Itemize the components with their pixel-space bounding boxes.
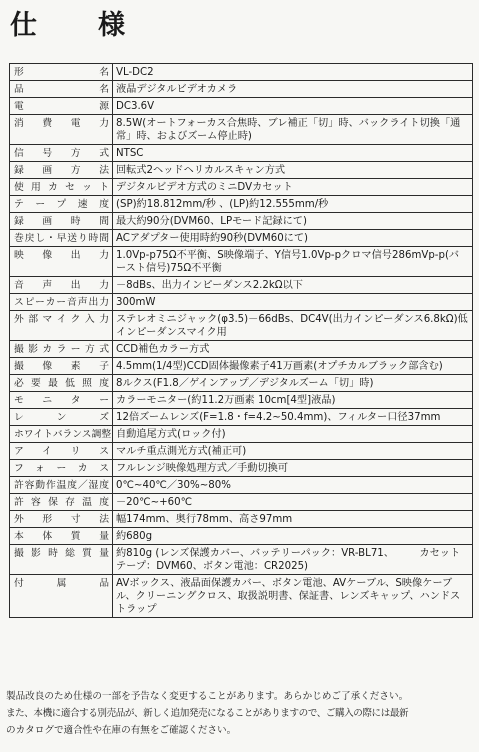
spec-label: 使用カセット	[10, 179, 113, 196]
spec-label: レンズ	[10, 409, 113, 426]
spec-label: フォーカス	[10, 460, 113, 477]
spec-row	[10, 528, 473, 545]
spec-row	[10, 162, 473, 179]
spec-label: 電源	[10, 98, 113, 115]
spec-label: 撮像素子	[10, 358, 113, 375]
spec-row	[10, 196, 473, 213]
spec-value: デジタルビデオ方式のミニDVカセット	[113, 179, 473, 196]
spec-row	[10, 230, 473, 247]
spec-row	[10, 443, 473, 460]
spec-label: 信号方式	[10, 145, 113, 162]
spec-value: ステレオミニジャック(φ3.5)－66dBs、DC4V(出力インピーダンス6.8kΩ)低インピーダンスマイク用	[113, 311, 473, 341]
spec-row	[10, 64, 473, 81]
spec-value: 300mW	[113, 294, 473, 311]
spec-value: 8.5W(オートフォーカス合焦時、ブレ補正「切」時、バックライト切換「通常」時、およびズーム停止時)	[113, 115, 473, 145]
spec-row	[10, 392, 473, 409]
spec-row	[10, 213, 473, 230]
spec-row	[10, 575, 473, 618]
footnote-line-1: 製品改良のため仕様の一部を予告なく変更することがあります。あらかじめご了承ください。	[6, 691, 409, 702]
spec-row	[10, 145, 473, 162]
spec-row	[10, 341, 473, 358]
spec-value: 0℃~40℃／30%~80%	[113, 477, 473, 494]
spec-value: 8ルクス(F1.8／ゲインアップ／デジタルズーム「切」時)	[113, 375, 473, 392]
spec-value: (SP)約18.812mm/秒 、(LP)約12.555mm/秒	[113, 196, 473, 213]
spec-row	[10, 247, 473, 277]
spec-value: VL-DC2	[113, 64, 473, 81]
spec-value: フルレンジ映像処理方式／手動切換可	[113, 460, 473, 477]
spec-value: 1.0Vp-p75Ω不平衡、S映像端子、Y信号1.0Vp-pクロマ信号286mVp-p(バースト信号)75Ω不平衡	[113, 247, 473, 277]
specifications-table-body	[10, 64, 473, 618]
spec-label: 撮影時総質量	[10, 545, 113, 575]
footnotes	[6, 688, 476, 739]
spec-value: 最大約90分(DVM60、LPモード記録にて)	[113, 213, 473, 230]
spec-label: ホワイトバランス調整	[10, 426, 113, 443]
spec-value: 回転式2ヘッドヘリカルスキャン方式	[113, 162, 473, 179]
spec-label: 外部マイク入力	[10, 311, 113, 341]
spec-value: ACアダプター使用時約90秒(DVM60にて)	[113, 230, 473, 247]
spec-value: －8dBs、出力インピーダンス2.2kΩ以下	[113, 277, 473, 294]
spec-value: DC3.6V	[113, 98, 473, 115]
spec-value: カラーモニター(約11.2万画素 10cm[4型]液晶)	[113, 392, 473, 409]
spec-value: 自動追尾方式(ロック付)	[113, 426, 473, 443]
spec-label: スピーカー音声出力	[10, 294, 113, 311]
spec-row	[10, 98, 473, 115]
spec-label: 許容保存温度	[10, 494, 113, 511]
spec-label: モニター	[10, 392, 113, 409]
page-title: 仕 様	[10, 10, 142, 41]
spec-row	[10, 179, 473, 196]
spec-row	[10, 294, 473, 311]
spec-row	[10, 277, 473, 294]
spec-row	[10, 511, 473, 528]
spec-label: 本体質量	[10, 528, 113, 545]
spec-value: 約680g	[113, 528, 473, 545]
spec-row	[10, 311, 473, 341]
spec-label: 撮影カラー方式	[10, 341, 113, 358]
spec-row	[10, 460, 473, 477]
spec-row	[10, 115, 473, 145]
spec-row	[10, 358, 473, 375]
spec-label: 録画時間	[10, 213, 113, 230]
footnote-line-2: また、本機に適合する別売品が、新しく追加発売になることがありますので、ご購入の際には最新	[6, 708, 409, 719]
spec-label: 形名	[10, 64, 113, 81]
spec-value: AVボックス、液晶面保護カバー、ボタン電池、AVケーブル、S映像ケーブル、クリーニングクロス、取扱説明書、保証書、レンズキャップ、ハンドストラップ	[113, 575, 473, 618]
spec-row	[10, 477, 473, 494]
spec-row	[10, 81, 473, 98]
spec-row	[10, 545, 473, 575]
spec-value: 4.5mm(1/4型)CCD固体撮像素子41万画素(オプチカルブラック部含む)	[113, 358, 473, 375]
spec-label: 必要最低照度	[10, 375, 113, 392]
spec-row	[10, 409, 473, 426]
spec-label: 許容動作温度／湿度	[10, 477, 113, 494]
spec-label: 消費電力	[10, 115, 113, 145]
spec-label: 外形寸法	[10, 511, 113, 528]
spec-label: 巻戻し・早送り時間	[10, 230, 113, 247]
spec-value: 12倍ズームレンズ(F=1.8・f=4.2~50.4mm)、フィルター口径37mm	[113, 409, 473, 426]
spec-row	[10, 426, 473, 443]
spec-value: 幅174mm、奥行78mm、高さ97mm	[113, 511, 473, 528]
spec-value: マルチ重点測光方式(補正可)	[113, 443, 473, 460]
spec-value: 約810g (レンズ保護カバー、バッテリーパック：VR-BL71、 カセットテープ：DVM60、ボタン電池：CR2025)	[113, 545, 473, 575]
spec-value: NTSC	[113, 145, 473, 162]
spec-row	[10, 375, 473, 392]
spec-row	[10, 494, 473, 511]
spec-label: 映像出力	[10, 247, 113, 277]
spec-label: 付属品	[10, 575, 113, 618]
footnote-line-3: のカタログで適合性や在庫の有無をご確認ください。	[6, 725, 237, 736]
spec-label: 録画方法	[10, 162, 113, 179]
spec-value: CCD補色カラー方式	[113, 341, 473, 358]
spec-label: 音声出力	[10, 277, 113, 294]
specifications-table	[9, 63, 473, 618]
spec-value: 液晶デジタルビデオカメラ	[113, 81, 473, 98]
spec-value: －20℃~+60℃	[113, 494, 473, 511]
spec-label: アイリス	[10, 443, 113, 460]
spec-label: 品名	[10, 81, 113, 98]
spec-label: テープ速度	[10, 196, 113, 213]
